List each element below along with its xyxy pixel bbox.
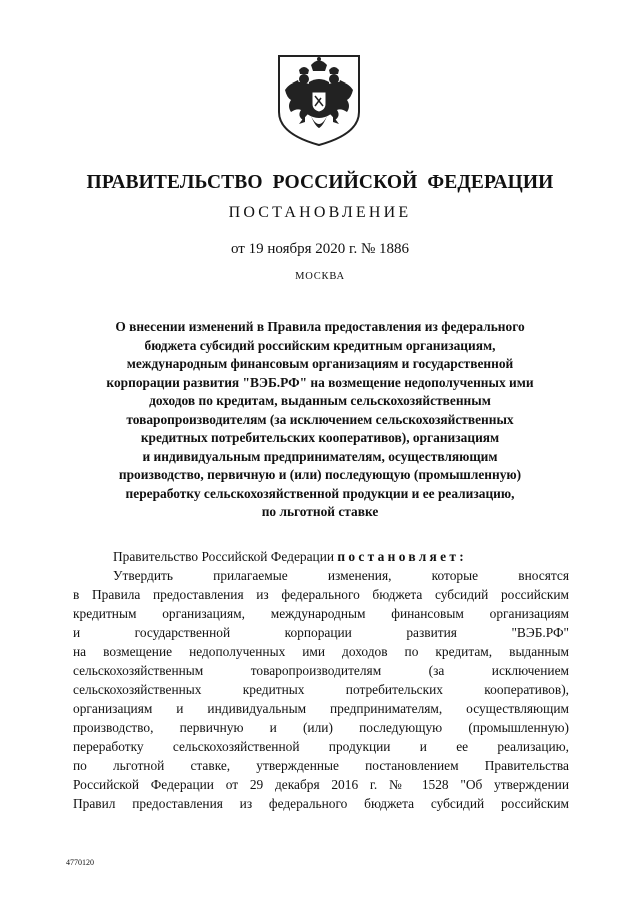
preamble-prefix: Правительство Российской Федерации — [113, 549, 335, 564]
body-line: по льготной ставке, утвержденные постановлением Правительства — [73, 758, 569, 773]
body-line: переработку сельскохозяйственной продукции и ее реализацию, — [73, 739, 569, 754]
document-body — [73, 547, 569, 813]
date-and-number: от 19 ноября 2020 г. № 1886 — [230, 241, 410, 257]
document-code: 4770120 — [66, 858, 94, 867]
body-line: Правил предоставления из федерального бюджета субсидий российским — [73, 796, 569, 811]
body-line: Утвердить прилагаемые изменения, которые вносятся — [113, 568, 569, 583]
body-line: сельскохозяйственных кредитных потребительских кооперативов), — [73, 682, 569, 697]
heading-line: корпорации развития "ВЭБ.РФ" на возмещение недополученных ими — [106, 374, 534, 390]
body-line: Российской Федерации от 29 декабря 2016 г. № 1528 "Об утверждении — [73, 777, 569, 792]
heading-line: О внесении изменений в Правила предоставления из федерального — [115, 319, 525, 334]
body-line: кредитным организациям, международным финансовым организациям — [73, 606, 569, 621]
heading-line: по льготной ставке — [261, 504, 379, 519]
russian-coat-of-arms-icon — [271, 50, 367, 148]
heading-line: переработку сельскохозяйственной продукции и ее реализацию, — [125, 485, 515, 501]
heading-line: и индивидуальным предпринимателям, осуществляющим — [142, 448, 498, 464]
body-line: сельскохозяйственным товаропроизводителям (за исключением — [73, 663, 569, 678]
city: МОСКВА — [295, 271, 345, 282]
document-heading — [60, 318, 580, 522]
government-title: ПРАВИТЕЛЬСТВО РОССИЙСКОЙ ФЕДЕРАЦИИ — [86, 172, 554, 193]
body-line: организациям и индивидуальным предпринимателям, осуществляющим — [73, 701, 569, 716]
heading-line: бюджета субсидий российским кредитным организациям, — [144, 337, 496, 353]
body-line: производство, первичную и (или) последующую (промышленную) — [73, 720, 569, 735]
body-line: и государственной корпорации развития "ВЭБ.РФ" — [73, 625, 569, 640]
preamble — [73, 547, 569, 566]
heading-line: производство, первичную и (или) последующую (промышленную) — [118, 467, 522, 482]
body-line: в Правила предоставления из федерального бюджета субсидий российским — [73, 587, 569, 602]
document-type: ПОСТАНОВЛЕНИЕ — [228, 204, 412, 221]
preamble-verb: постановляет: — [337, 549, 467, 564]
heading-line: кредитных потребительских кооперативов), организациям — [140, 430, 500, 445]
body-line: на возмещение недополученных ими доходов по кредитам, выданным — [73, 644, 569, 659]
heading-line: доходов по кредитам, выданным сельскохозяйственным — [149, 393, 491, 408]
heading-line: товаропроизводителям (за исключением сельскохозяйственных — [126, 411, 514, 427]
heading-line: международным финансовым организациям и государственной — [126, 356, 514, 371]
